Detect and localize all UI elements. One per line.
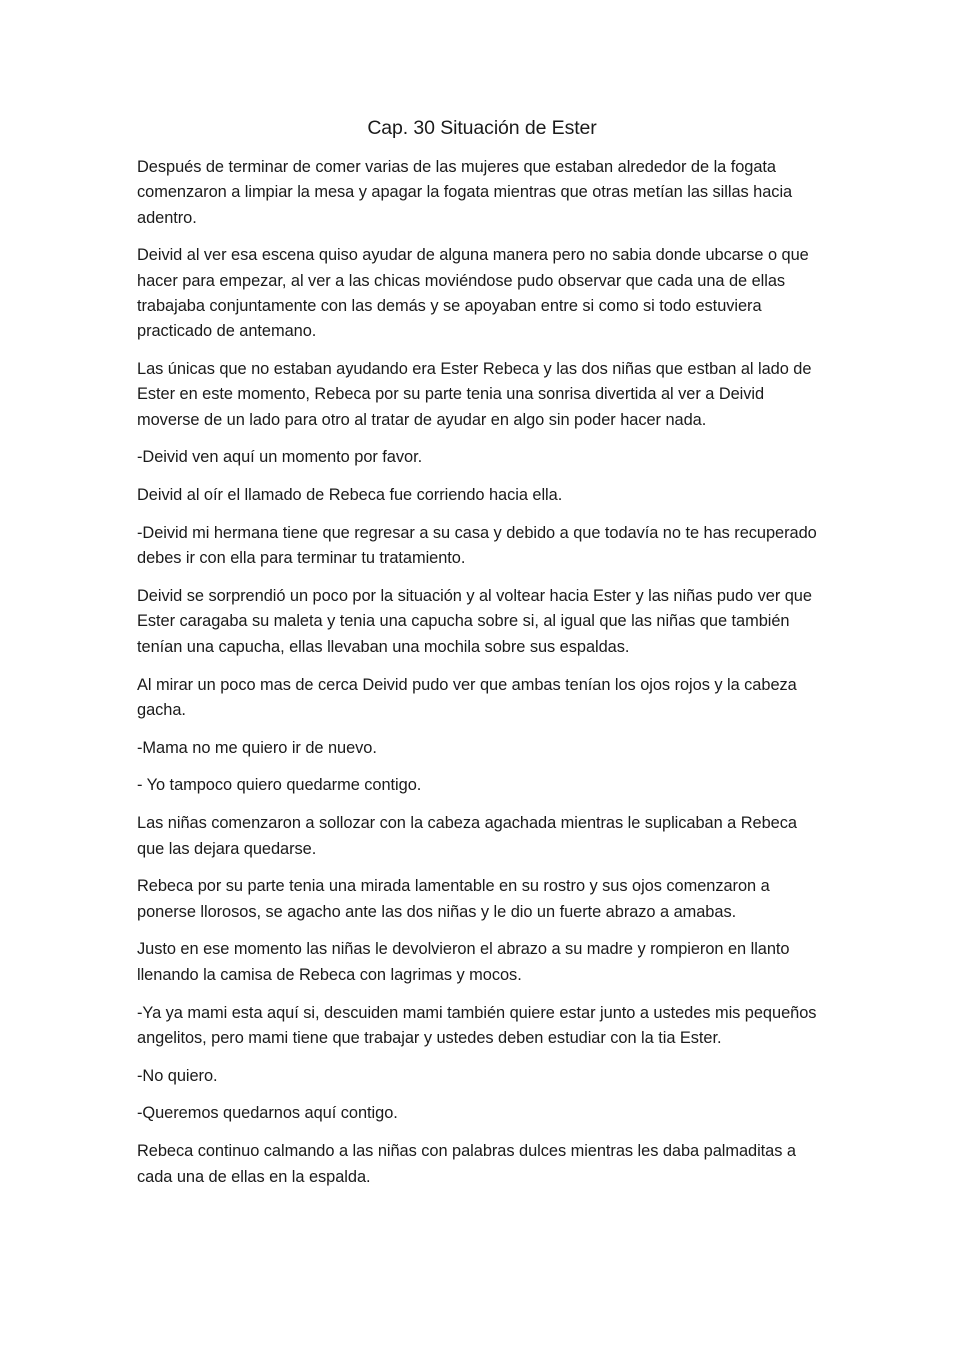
paragraph-7: Deivid se sorprendió un poco por la situación y al voltear hacia Ester y las niñas pudo ver que Ester caragaba su maleta y tenia una capucha sobre si, al igual que las niñas que también tenían una capucha, ellas llevaban una mochila sobre sus espaldas. <box>137 587 812 656</box>
paragraph-16: -Queremos quedarnos aquí contigo. <box>137 1104 398 1123</box>
paragraph-6: -Deivid mi hermana tiene que regresar a su casa y debido a que todavía no te has recuperado debes ir con ella para terminar tu tratamiento. <box>137 524 817 568</box>
paragraph-9: -Mama no me quiero ir de nuevo. <box>137 738 377 757</box>
paragraph-10: - Yo tampoco quiero quedarme contigo. <box>137 776 422 795</box>
paragraph-12: Rebeca por su parte tenia una mirada lamentable en su rostro y sus ojos comenzaron a ponerse llorosos, se agacho ante las dos niñas y le dio un fuerte abrazo a amabas. <box>137 877 770 921</box>
paragraph-3: Las únicas que no estaban ayudando era Ester Rebeca y las dos niñas que estban al lado de Ester en este momento, Rebeca por su parte tenia una sonrisa divertida al ver a Deivid moverse de un lado para otro al tratar de ayudar en algo sin poder hacer nada. <box>137 360 812 429</box>
paragraph-15: -No quiero. <box>137 1066 218 1085</box>
paragraph-5: Deivid al oír el llamado de Rebeca fue corriendo hacia ella. <box>137 486 563 505</box>
paragraph-2: Deivid al ver esa escena quiso ayudar de alguna manera pero no sabia donde ubcarse o que hacer para empezar, al ver a las chicas moviéndose pudo observar que cada una de ellas trabajaba conjuntamente con las demás y se apoyaban entre si como si todo estuviera practicado de antemano. <box>137 246 809 341</box>
paragraph-8: Al mirar un poco mas de cerca Deivid pudo ver que ambas tenían los ojos rojos y la cabeza gacha. <box>137 675 797 719</box>
paragraph-4: -Deivid ven aquí un momento por favor. <box>137 448 423 467</box>
paragraph-14: -Ya ya mami esta aquí si, descuiden mami también quiere estar junto a ustedes mis pequeños angelitos, pero mami tiene que trabajar y ustedes deben estudiar con la tia Ester. <box>137 1003 817 1047</box>
chapter-title: Cap. 30 Situación de Ester <box>367 117 597 139</box>
document-body <box>137 115 827 1202</box>
paragraph-11: Las niñas comenzaron a sollozar con la cabeza agachada mientras le suplicaban a Rebeca que las dejara quedarse. <box>137 814 797 858</box>
paragraph-1: Después de terminar de comer varias de las mujeres que estaban alrededor de la fogata comenzaron a limpiar la mesa y apagar la fogata mientras que otras metían las sillas hacia adentro. <box>137 158 793 227</box>
paragraph-13: Justo en ese momento las niñas le devolvieron el abrazo a su madre y rompieron en llanto llenando la camisa de Rebeca con lagrimas y mocos. <box>137 940 790 984</box>
paragraph-17: Rebeca continuo calmando a las niñas con palabras dulces mientras les daba palmaditas a cada una de ellas en la espalda. <box>137 1142 796 1186</box>
